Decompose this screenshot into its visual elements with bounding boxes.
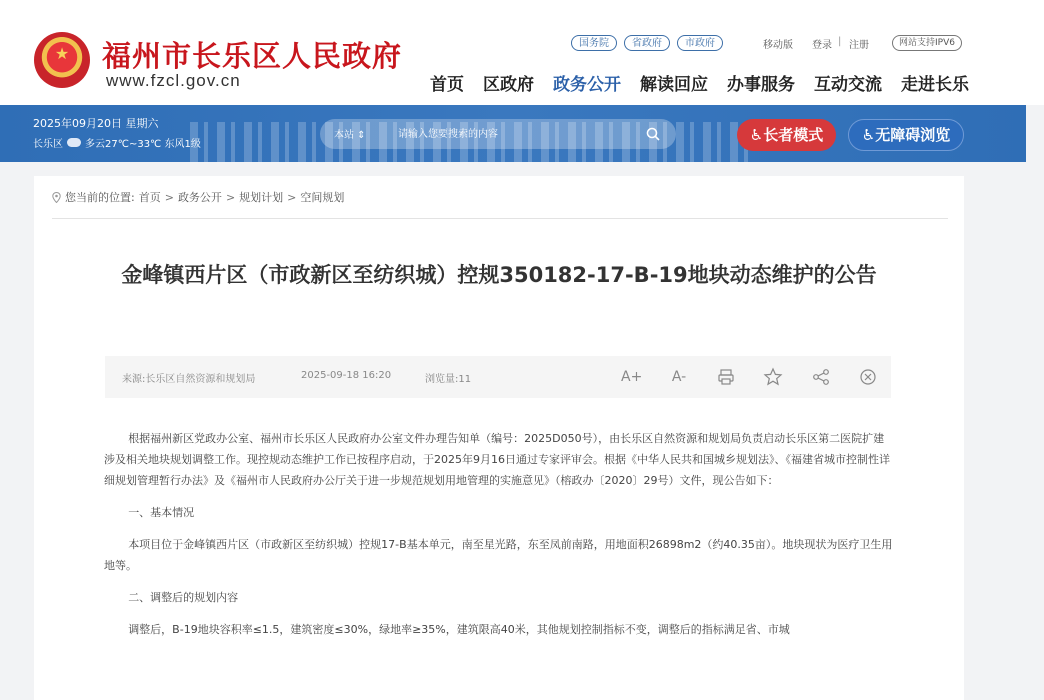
breadcrumb-separator: > [225, 190, 236, 204]
search-scope-select[interactable]: 本站 ⇕ [334, 130, 366, 141]
nav-about-changle[interactable]: 走进长乐 [901, 75, 969, 95]
breadcrumb [52, 189, 344, 205]
nav-services[interactable]: 办事服务 [727, 75, 795, 95]
star-icon[interactable] [763, 367, 783, 387]
article-title: 金峰镇西片区（市政新区至纺织城）控规350182-17-B-19地块动态维护的公告 [121, 263, 877, 287]
article-meta-bar [105, 356, 891, 398]
breadcrumb-separator: > [287, 190, 297, 204]
section-heading: 二、调整后的规划内容 [128, 591, 239, 604]
search-banner [0, 105, 1026, 162]
article-paragraph: 本项目位于金峰镇西片区（市政新区至纺织城）控规17-B基本单元，南至星光路，东至凤前南路，用地面积26898m2（约40.35亩）。地块现状为医疗卫生用地等。 [104, 538, 893, 572]
search-icon[interactable] [646, 127, 660, 141]
elder-mode-button[interactable] [737, 119, 836, 151]
search-bar [320, 119, 676, 149]
article-body [104, 428, 894, 651]
nav-gov-affairs[interactable]: 政务公开 [553, 75, 621, 95]
location-pin-icon [52, 192, 61, 203]
nav-interaction[interactable]: 互动交流 [814, 75, 882, 95]
login-link[interactable]: 登录 [812, 40, 832, 51]
breadcrumb-divider [52, 218, 948, 219]
elder-mode-label: 长者模式 [763, 126, 824, 144]
site-url: www.fzcl.gov.cn [106, 71, 241, 90]
search-input[interactable] [398, 125, 628, 143]
ipv6-badge: 网站支持IPV6 [892, 35, 962, 51]
cloud-icon [67, 138, 81, 147]
current-date: 2025年09月20日 星期六 [33, 117, 159, 130]
font-decrease-button[interactable]: A- [671, 369, 687, 385]
weather-info [33, 135, 201, 150]
login-register-separator: | [838, 36, 842, 47]
national-emblem-icon [34, 32, 90, 88]
main-nav [430, 70, 969, 95]
breadcrumb-spatial-planning[interactable]: 空间规划 [300, 191, 345, 204]
nav-district-gov[interactable]: 区政府 [483, 75, 534, 95]
link-state-council[interactable]: 国务院 [571, 35, 617, 51]
breadcrumb-home[interactable]: 首页 [138, 191, 161, 204]
nav-home[interactable]: 首页 [430, 75, 464, 95]
register-link[interactable]: 注册 [849, 40, 869, 51]
weather-location: 长乐区 [33, 139, 63, 150]
article-date: 2025-09-18 16:20 [301, 370, 392, 381]
section-heading: 一、基本情况 [128, 506, 195, 519]
share-icon[interactable] [811, 367, 831, 387]
accessibility-button[interactable] [848, 119, 964, 151]
article-views: 浏览量:11 [425, 374, 472, 385]
search-scope-label: 本站 [334, 130, 354, 141]
accessibility-icon: ♿ [861, 126, 876, 144]
article-paragraph: 调整后，B-19地块容积率≤1.5，建筑密度≤30%，绿地率≥35%，建筑限高40米，其他规划控制指标不变，调整后的指标满足省、市城 [128, 623, 790, 636]
breadcrumb-label: 您当前的位置: [65, 191, 135, 204]
top-links [571, 35, 723, 51]
accessibility-label: 无障碍浏览 [875, 126, 951, 144]
article-source: 来源:长乐区自然资源和规划局 [122, 374, 256, 385]
link-provincial-gov[interactable]: 省政府 [624, 35, 670, 51]
article-card [34, 176, 964, 700]
breadcrumb-separator: > [164, 190, 174, 204]
close-icon[interactable] [858, 367, 878, 387]
elder-mode-icon: ♿ [749, 126, 764, 144]
nav-interpretation[interactable]: 解读回应 [640, 75, 708, 95]
print-icon[interactable] [716, 367, 736, 387]
weather-text: 多云27℃~33℃ 东风1级 [85, 139, 201, 150]
font-increase-button[interactable]: A+ [621, 369, 643, 385]
site-name[interactable]: 福州市长乐区人民政府 [102, 39, 403, 73]
site-header [0, 0, 1044, 105]
breadcrumb-gov-affairs[interactable]: 政务公开 [177, 191, 222, 204]
breadcrumb-planning[interactable]: 规划计划 [239, 191, 284, 204]
article-paragraph: 根据福州新区党政办公室、福州市长乐区人民政府办公室文件办理告知单（编号：2025D050号），由长乐区自然资源和规划局负责启动长乐区第二医院扩建涉及相关地块规划调整工作。现控规动态维护工作已按程序启动，于2025年9月16日通过专家评审会。根据《中华人民共和国城乡规划法》、《福建省城市控制性详细规划管理暂行办法》及《福州市人民政府办公厅关于进一步规范规划用地管理的实施意见》（榕政办〔2020〕29号）文件，现公告如下： [104, 432, 890, 487]
link-city-gov[interactable]: 市政府 [677, 35, 723, 51]
mobile-version-link[interactable]: 移动版 [763, 40, 793, 51]
